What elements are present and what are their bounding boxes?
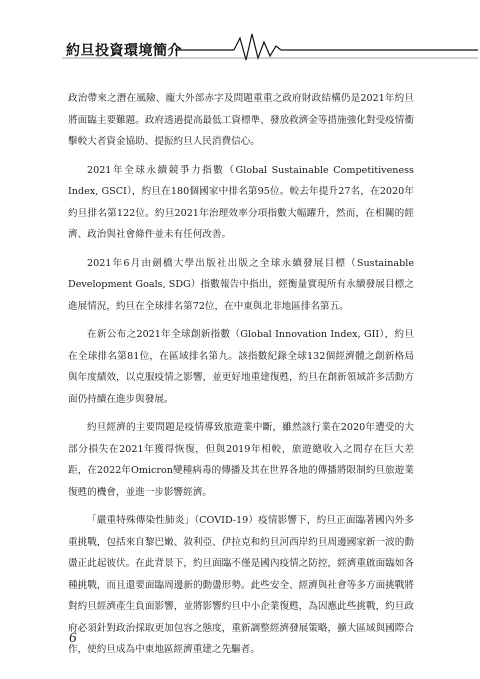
paragraph-6: 「嚴重特殊傳染性肺炎」（COVID-19）疫情影響下，約旦正面臨著國內外多重挑戰，包括來自黎巴嫩、敘利亞、伊拉克和約旦河西岸約旦周邊國家新一波的動盪正此起彼伏。在此背景下，約旦面臨不僅是國內疫情之防控，經濟重啟面臨如各種挑戰，而且還要面臨周邊新的動盪形勢。此些安全、經濟與社會等多方面挑戰將對約旦經濟產生負面影響，並將影響約旦中小企業復甦，為因應此些挑戰，約旦政府必須針對政治採取更加包容之態度，重新調整經濟發展策略，擴大區域與國際合作，使約旦成為中東地區經濟重建之先驅者。 [68, 515, 414, 655]
body-text [68, 88, 414, 668]
paragraph-3: 2021年6月由劍橋大學出版社出版之全球永續發展目標（Sustainable Development Goals, SDG）指數報告中指出，經衡量實現所有永續發展目標之進展情況，約旦在全球排名第72位，在中東與北非地區排名第五。 [68, 257, 414, 312]
paragraph-2: 2021年全球永續競爭力指數（Global Sustainable Competitiveness Index, GSCI），約旦在180個國家中排名第95位。較去年提升27名，在2020年約旦排名第122位。約旦2021年治理效率分項指數大幅躍升，然而，在相關的經濟、政治與社會條件並未有任何改善。 [68, 164, 414, 240]
paragraph-4: 在新公布之2021年全球創新指數（Global Innovation Index, GII），約旦在全球排名第81位，在區域排名第九。該指數紀錄全球132個經濟體之創新格局與年度績效，以克服疫情之影響，並更好地重建復甦，約旦在創新領域許多活動方面仍持續在進步與發展。 [68, 329, 414, 405]
page-number: 6 [69, 630, 77, 646]
page-header [0, 0, 480, 70]
header-title: 約旦投資環境簡介 [66, 43, 182, 59]
paragraph-1: 政治帶來之潛在風險、龐大外部赤字及問題重重之政府財政結構仍是2021年約旦將面臨主要難題。政府透過提高最低工資標準、發放救濟金等措施強化對受疫情衝擊較大者資金協助、提振約旦人民消費信心。 [68, 93, 414, 147]
paragraph-5: 約旦經濟的主要問題是疫情導致旅遊業中斷，雖然該行業在2020年遭受的大部分損失在2021年獲得恢復，但與2019年相較，旅遊總收入之間存在巨大差距，在2022年Omicron變種病毒的傳播及其在世界各地的傳播將限制約旦旅遊業復甦的機會，並進一步影響經濟。 [68, 422, 414, 498]
